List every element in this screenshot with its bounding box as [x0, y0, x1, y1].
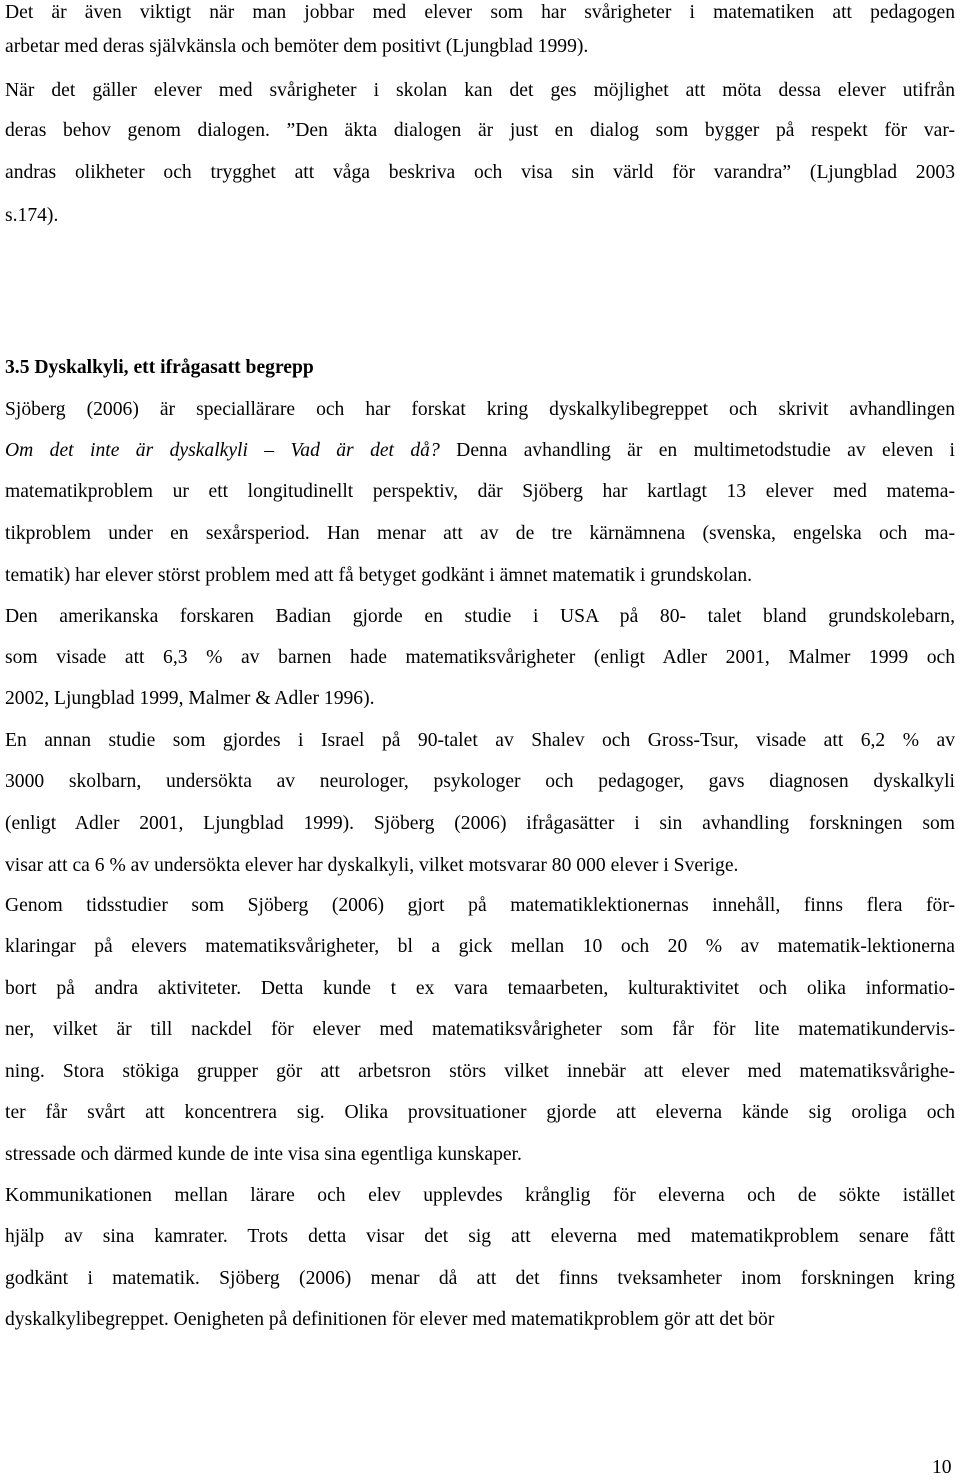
section-heading: 3.5 Dyskalkyli, ett ifrågasatt begrepp — [5, 357, 314, 378]
text-line: En annan studie som gjordes i Israel på 90-talet av Shalev och Gross-Tsur, visade att 6,2 % av — [5, 730, 955, 751]
text-line: 3000 skolbarn, undersökta av neurologer, psykologer och pedagoger, gavs diagnosen dyskalkyli — [5, 771, 955, 792]
text-line: arbetar med deras självkänsla och bemöter dem positivt (Ljungblad 1999). — [5, 36, 589, 57]
text-line: s.174). — [5, 205, 59, 226]
text-line: ner, vilket är till nackdel för elever med matematiksvårigheter som får för lite matematikundervis- — [5, 1019, 955, 1040]
text-line: visar att ca 6 % av undersökta elever har dyskalkyli, vilket motsvarar 80 000 elever i Sverige. — [5, 855, 739, 876]
text-line: Den amerikanska forskaren Badian gjorde en studie i USA på 80- talet bland grundskolebarn, — [5, 606, 955, 627]
page-number: 10 — [932, 1457, 952, 1478]
text-line: tikproblem under en sexårsperiod. Han menar att av de tre kärnämnena (svenska, engelska och ma- — [5, 523, 955, 544]
text-line: Kommunikationen mellan lärare och elev upplevdes krånglig för eleverna och de sökte istället — [5, 1185, 955, 1206]
text-line: dyskalkylibegreppet. Oenigheten på definitionen för elever med matematikproblem gör att det bör — [5, 1309, 775, 1330]
text-line: bort på andra aktiviteter. Detta kunde t ex vara temaarbeten, kulturaktivitet och olika informatio- — [5, 978, 955, 999]
text-line: godkänt i matematik. Sjöberg (2006) menar då att det finns tveksamheter inom forskningen kring — [5, 1268, 955, 1289]
text-line: Sjöberg (2006) är speciallärare och har forskat kring dyskalkylibegreppet och skrivit avhandlingen — [5, 399, 955, 420]
text-line: Genom tidsstudier som Sjöberg (2006) gjort på matematiklektionernas innehåll, finns flera för- — [5, 895, 955, 916]
thesis-title: Om det inte är dyskalkyli – Vad är det då? — [5, 440, 440, 461]
text-line: matematikproblem ur ett longitudinellt perspektiv, där Sjöberg har kartlagt 13 elever med matema- — [5, 481, 955, 502]
text-line: hjälp av sina kamrater. Trots detta visar det sig att eleverna med matematikproblem senare fått — [5, 1226, 955, 1247]
text-line: (enligt Adler 2001, Ljungblad 1999). Sjöberg (2006) ifrågasätter i sin avhandling forskningen som — [5, 813, 955, 834]
text-line: andras olikheter och trygghet att våga beskriva och visa sin värld för varandra” (Ljungblad 2003 — [5, 162, 955, 183]
text-line: ning. Stora stökiga grupper gör att arbetsron störs vilket innebär att elever med matematiksvårighe- — [5, 1061, 955, 1082]
text-line: klaringar på elevers matematiksvårigheter, bl a gick mellan 10 och 20 % av matematik-lektionerna — [5, 936, 955, 957]
text-line: ter får svårt att koncentrera sig. Olika provsituationer gjorde att eleverna kände sig oroliga och — [5, 1102, 955, 1123]
text-line: tematik) har elever störst problem med att få betyget godkänt i ämnet matematik i grundskolan. — [5, 565, 753, 586]
text-line: stressade och därmed kunde de inte visa sina egentliga kunskaper. — [5, 1144, 522, 1165]
text-line: När det gäller elever med svårigheter i skolan kan det ges möjlighet att möta dessa elever utifrån — [5, 80, 955, 101]
text-line: som visade att 6,3 % av barnen hade matematiksvårigheter (enligt Adler 2001, Malmer 1999 och — [5, 647, 955, 668]
text-line-rest: Denna avhandling är en multimetodstudie av eleven i — [439, 440, 955, 461]
text-line: Det är även viktigt när man jobbar med elever som har svårigheter i matematiken att pedagogen — [5, 2, 955, 23]
text-line: 2002, Ljungblad 1999, Malmer & Adler 1996). — [5, 688, 375, 709]
text-line: deras behov genom dialogen. ”Den äkta dialogen är just en dialog som bygger på respekt för var- — [5, 120, 955, 141]
text-line-with-thesis-title — [5, 438, 955, 464]
